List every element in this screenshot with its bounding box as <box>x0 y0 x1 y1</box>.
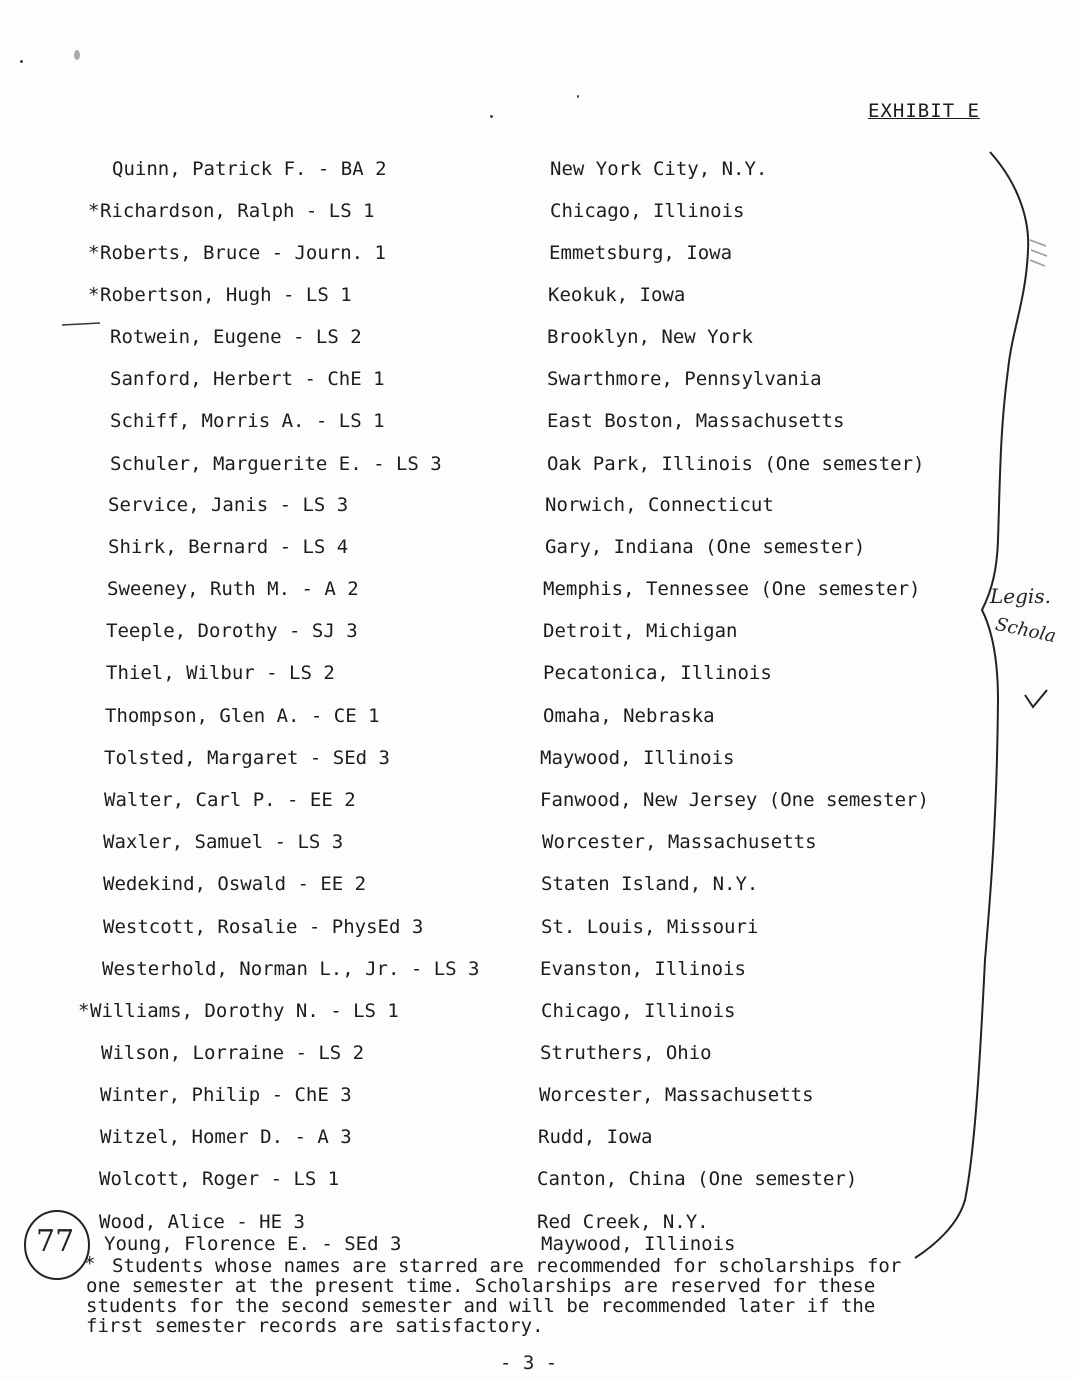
student-name: Rotwein, Eugene - LS 2 <box>110 326 362 348</box>
student-name: Shirk, Bernard - LS 4 <box>108 536 349 558</box>
speck <box>20 60 23 63</box>
student-name: Tolsted, Margaret - SEd 3 <box>104 747 390 769</box>
student-name: Sweeney, Ruth M. - A 2 <box>107 578 359 600</box>
student-name: Walter, Carl P. - EE 2 <box>104 789 356 811</box>
student-name: Robertson, Hugh - LS 1 <box>100 284 352 306</box>
scholarship-star: * <box>88 200 100 222</box>
student-name: Richardson, Ralph - LS 1 <box>100 200 375 222</box>
margin-dash <box>62 323 100 325</box>
check-mark <box>1025 690 1047 707</box>
scholarship-star: * <box>78 1000 90 1022</box>
student-name: Schuler, Marguerite E. - LS 3 <box>110 453 442 475</box>
student-name: Winter, Philip - ChE 3 <box>100 1084 352 1106</box>
student-name: Westcott, Rosalie - PhysEd 3 <box>103 916 424 938</box>
speck <box>577 95 579 98</box>
student-name: Young, Florence E. - SEd 3 <box>104 1233 402 1255</box>
speck <box>490 115 493 118</box>
student-hometown: Emmetsburg, Iowa <box>549 242 733 264</box>
student-hometown: Detroit, Michigan <box>543 620 738 642</box>
student-hometown: New York City, N.Y. <box>550 158 768 180</box>
student-name: Wedekind, Oswald - EE 2 <box>103 873 367 895</box>
student-hometown: Chicago, Illinois <box>550 200 745 222</box>
margin-brace <box>915 152 1028 1258</box>
margin-note-schola: Schola <box>993 613 1058 648</box>
student-hometown: Chicago, Illinois <box>541 1000 736 1022</box>
student-name: Teeple, Dorothy - SJ 3 <box>106 620 358 642</box>
footnote-line: first semester records are satisfactory. <box>86 1315 544 1337</box>
student-hometown: Swarthmore, Pennsylvania <box>547 368 822 390</box>
student-hometown: Norwich, Connecticut <box>545 494 774 516</box>
student-hometown: Evanston, Illinois <box>540 958 746 980</box>
footnote-line: students for the second semester and will be recommended later if the <box>86 1295 876 1317</box>
margin-note-legis: Legis. <box>990 584 1051 608</box>
student-hometown: Memphis, Tennessee (One semester) <box>543 578 921 600</box>
student-hometown: Red Creek, N.Y. <box>537 1211 709 1233</box>
student-hometown: Maywood, Illinois <box>540 747 735 769</box>
footnote-line: Students whose names are starred are recommended for scholarships for <box>112 1255 902 1277</box>
student-hometown: East Boston, Massachusetts <box>547 410 845 432</box>
scratch-mark <box>1030 240 1047 266</box>
student-hometown: Pecatonica, Illinois <box>543 662 772 684</box>
student-hometown: Brooklyn, New York <box>547 326 753 348</box>
student-name: Quinn, Patrick F. - BA 2 <box>112 158 387 180</box>
student-name: Wolcott, Roger - LS 1 <box>99 1168 340 1190</box>
student-hometown: Maywood, Illinois <box>541 1233 736 1255</box>
page-number: - 3 - <box>500 1352 558 1374</box>
student-hometown: Oak Park, Illinois (One semester) <box>547 453 925 475</box>
student-name: Thiel, Wilbur - LS 2 <box>106 662 335 684</box>
footnote-star: * <box>84 1253 96 1275</box>
student-name: Sanford, Herbert - ChE 1 <box>110 368 385 390</box>
student-name: Waxler, Samuel - LS 3 <box>103 831 344 853</box>
student-hometown: Worcester, Massachusetts <box>539 1084 814 1106</box>
student-hometown: Staten Island, N.Y. <box>541 873 759 895</box>
student-hometown: Gary, Indiana (One semester) <box>545 536 866 558</box>
student-hometown: St. Louis, Missouri <box>541 916 759 938</box>
student-hometown: Struthers, Ohio <box>540 1042 712 1064</box>
student-name: Wood, Alice - HE 3 <box>99 1211 305 1233</box>
exhibit-label: EXHIBIT E <box>868 100 980 122</box>
student-name: Roberts, Bruce - Journ. 1 <box>100 242 386 264</box>
student-hometown: Worcester, Massachusetts <box>542 831 817 853</box>
scholarship-star: * <box>88 242 100 264</box>
student-hometown: Canton, China (One semester) <box>537 1168 858 1190</box>
student-name: Thompson, Glen A. - CE 1 <box>105 705 380 727</box>
student-name: Service, Janis - LS 3 <box>108 494 349 516</box>
circled-number: 77 <box>36 1224 75 1259</box>
student-hometown: Omaha, Nebraska <box>543 705 715 727</box>
student-name: Williams, Dorothy N. - LS 1 <box>90 1000 399 1022</box>
student-name: Westerhold, Norman L., Jr. - LS 3 <box>102 958 480 980</box>
student-name: Wilson, Lorraine - LS 2 <box>101 1042 365 1064</box>
speck <box>74 50 80 60</box>
student-hometown: Keokuk, Iowa <box>548 284 686 306</box>
scholarship-star: * <box>88 284 100 306</box>
student-hometown: Fanwood, New Jersey (One semester) <box>540 789 929 811</box>
student-name: Witzel, Homer D. - A 3 <box>100 1126 352 1148</box>
footnote-line: one semester at the present time. Scholarships are reserved for these <box>86 1275 876 1297</box>
student-name: Schiff, Morris A. - LS 1 <box>110 410 385 432</box>
student-hometown: Rudd, Iowa <box>538 1126 653 1148</box>
